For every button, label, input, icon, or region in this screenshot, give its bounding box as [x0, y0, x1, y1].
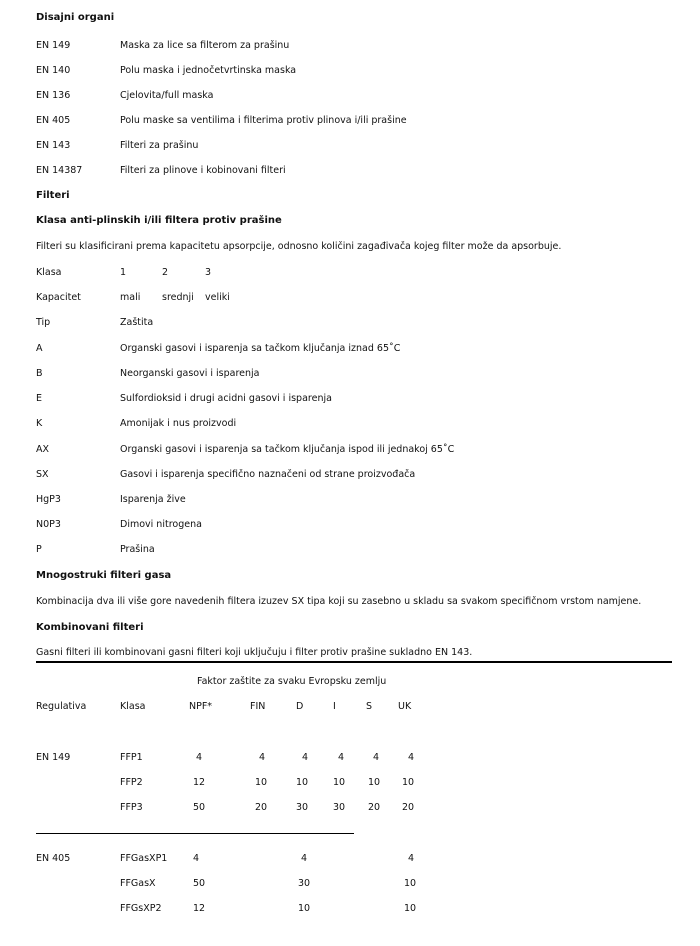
- standard-desc: Polu maske sa ventilima i filterima protiv plinova i/ili prašine: [120, 115, 407, 126]
- standard-desc: Maska za lice sa filterom za prašinu: [120, 40, 290, 51]
- table-cell: 4: [408, 853, 415, 864]
- table-cell-klasa: FFGasX: [120, 878, 156, 889]
- filter-type-desc: Organski gasovi i isparenja sa tačkom ključanja iznad 65˚C: [120, 343, 401, 354]
- standard-code: EN 149: [36, 40, 71, 51]
- standard-desc: Cjelovita/full maska: [120, 90, 214, 101]
- klasa-value: 3: [205, 267, 212, 278]
- table-header-fin: FIN: [250, 701, 266, 712]
- table-header-regulativa: Regulativa: [36, 701, 87, 712]
- kapacitet-value: veliki: [205, 292, 230, 303]
- table-cell-klasa: FFP2: [120, 777, 143, 788]
- mnogostruki-text: Kombinacija dva ili više gore navedenih filtera izuzev SX tipa koji su zasebno u skladu sa svakom specifičnom vrstom namjene.: [36, 596, 642, 607]
- standard-code: EN 140: [36, 65, 71, 76]
- table-header-i: I: [333, 701, 336, 712]
- filter-type-desc: Dimovi nitrogena: [120, 519, 202, 530]
- heading-klasa: Klasa anti-plinskih i/ili filtera protiv prašine: [36, 215, 282, 226]
- filter-type-desc: Sulfordioksid i drugi acidni gasovi i isparenja: [120, 393, 332, 404]
- tip-value: Zaštita: [120, 317, 154, 328]
- table-group-divider: [36, 833, 354, 834]
- table-cell-klasa: FFGasXP1: [120, 853, 168, 864]
- table-cell: 10: [402, 777, 415, 788]
- standard-code: EN 14387: [36, 165, 83, 176]
- table-cell: 10: [404, 903, 417, 914]
- filter-type-desc: Organski gasovi i isparenja sa tačkom ključanja ispod ili jednakoj 65˚C: [120, 444, 455, 455]
- table-header-s: S: [366, 701, 373, 712]
- tip-label: Tip: [36, 317, 51, 328]
- table-cell: 20: [368, 802, 381, 813]
- filter-type-desc: Gasovi i isparenja specifično naznačeni od strane proizvođača: [120, 469, 416, 480]
- filter-type-desc: Neorganski gasovi i isparenja: [120, 368, 260, 379]
- table-regulativa: EN 149: [36, 752, 71, 763]
- table-cell: 10: [255, 777, 268, 788]
- standard-desc: Polu maska i jednočetvrtinska maska: [120, 65, 297, 76]
- standard-code: EN 136: [36, 90, 71, 101]
- table-cell: 50: [193, 878, 206, 889]
- filter-type-code: SX: [36, 469, 49, 480]
- klasa-value: 1: [120, 267, 127, 278]
- table-cell-klasa: FFP3: [120, 802, 143, 813]
- filter-type-desc: Amonijak i nus proizvodi: [120, 418, 237, 429]
- heading-mnogostruki: Mnogostruki filteri gasa: [36, 570, 172, 581]
- klasa-label: Klasa: [36, 267, 62, 278]
- table-header-npf: NPF*: [189, 701, 213, 712]
- table-cell: 12: [193, 777, 206, 788]
- table-cell: 30: [298, 878, 311, 889]
- table-header-uk: UK: [398, 701, 412, 712]
- table-caption: Faktor zaštite za svaku Evropsku zemlju: [197, 676, 387, 687]
- table-cell: 12: [193, 903, 206, 914]
- standard-desc: Filteri za plinove i kobinovani filteri: [120, 165, 286, 176]
- table-cell: 30: [296, 802, 309, 813]
- table-regulativa: EN 405: [36, 853, 71, 864]
- standard-desc: Filteri za prašinu: [120, 140, 199, 151]
- standard-code: EN 405: [36, 115, 71, 126]
- filter-type-code: P: [36, 544, 42, 555]
- filter-type-code: E: [36, 393, 43, 404]
- table-cell: 50: [193, 802, 206, 813]
- table-cell: 20: [255, 802, 268, 813]
- table-cell: 4: [193, 853, 200, 864]
- kombinovani-text: Gasni filteri ili kombinovani gasni filteri koji uključuju i filter protiv prašine sukladno EN 143.: [36, 647, 473, 658]
- kapacitet-label: Kapacitet: [36, 292, 81, 303]
- table-cell: 4: [301, 853, 308, 864]
- table-cell-klasa: FFP1: [120, 752, 143, 763]
- table-cell: 10: [296, 777, 309, 788]
- table-top-rule: [36, 661, 672, 663]
- filter-type-code: HgP3: [36, 494, 61, 505]
- table-cell: 4: [196, 752, 203, 763]
- table-cell: 10: [368, 777, 381, 788]
- filter-type-code: K: [36, 418, 43, 429]
- heading-disajni-organi: Disajni organi: [36, 12, 115, 23]
- table-cell: 4: [338, 752, 345, 763]
- filter-type-code: AX: [36, 444, 50, 455]
- table-cell: 4: [302, 752, 309, 763]
- table-header-d: D: [296, 701, 304, 712]
- klasa-value: 2: [162, 267, 169, 278]
- filter-type-desc: Isparenja žive: [120, 494, 186, 505]
- kapacitet-value: mali: [120, 292, 141, 303]
- table-cell: 4: [259, 752, 266, 763]
- filter-type-code: B: [36, 368, 43, 379]
- klasa-intro: Filteri su klasificirani prema kapacitetu apsorpcije, odnosno količini zagađivača kojeg filter može da apsorbuje.: [36, 241, 562, 252]
- table-cell: 10: [298, 903, 311, 914]
- table-cell: 4: [408, 752, 415, 763]
- table-cell: 30: [333, 802, 346, 813]
- filter-type-desc: Prašina: [120, 544, 155, 555]
- table-header-klasa: Klasa: [120, 701, 146, 712]
- table-cell: 20: [402, 802, 415, 813]
- standard-code: EN 143: [36, 140, 71, 151]
- kapacitet-value: srednji: [162, 292, 194, 303]
- heading-kombinovani: Kombinovani filteri: [36, 622, 144, 633]
- filter-type-code: N0P3: [36, 519, 61, 530]
- heading-filteri: Filteri: [36, 190, 70, 201]
- table-cell-klasa: FFGsXP2: [120, 903, 162, 914]
- table-cell: 10: [404, 878, 417, 889]
- table-cell: 4: [373, 752, 380, 763]
- filter-type-code: A: [36, 343, 43, 354]
- table-cell: 10: [333, 777, 346, 788]
